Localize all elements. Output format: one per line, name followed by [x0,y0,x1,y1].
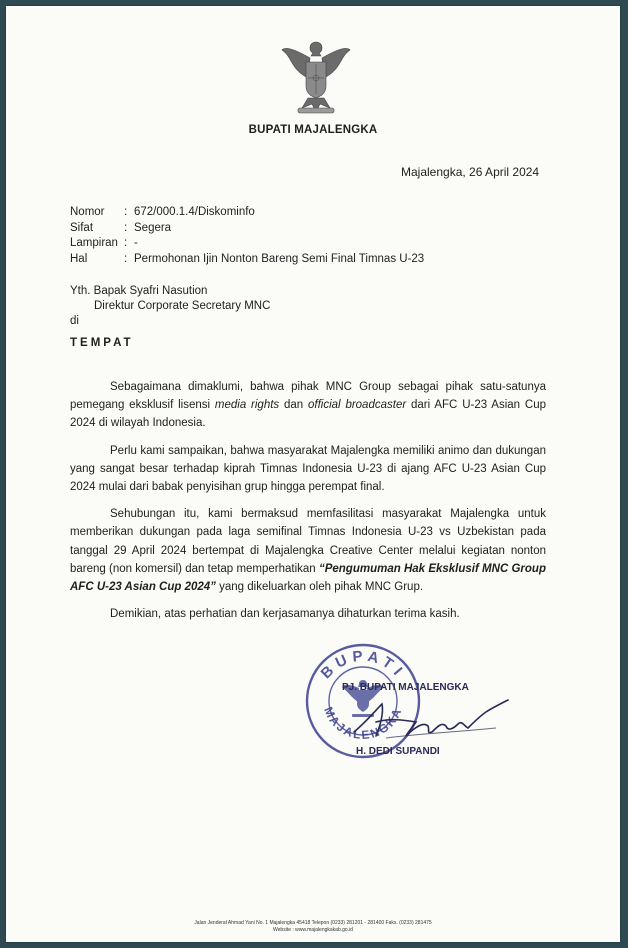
meta-key: Sifat [70,221,94,234]
paragraph: Demikian, atas perhatian dan kerjasamanya dihaturkan terima kasih. [110,608,460,621]
letter-body [70,378,546,632]
place-date: Majalengka, 26 April 2024 [401,165,540,179]
recipient-place: TEMPAT [70,337,134,349]
meta-value: Segera [134,221,172,234]
svg-text:BUPATI [318,648,409,683]
stamp-top-text: BUPATI [317,647,409,683]
signatory-name: H. DEDI SUPANDI [356,746,440,757]
paragraph-text: Sebagaimana dimaklumi, bahwa pihak MNC Group sebagai pihak satu-satunya pemegang eksklusif lisensi [70,381,546,412]
meta-value: 672/000.1.4/Diskominfo [134,206,255,218]
signatory-title: PJ. BUPATI MAJALENGKA [342,682,469,693]
meta-row-lampiran [70,236,424,252]
letter-heading: BUPATI MAJALENGKA [248,124,378,136]
garuda-emblem-icon [278,36,354,116]
paragraph-text: dari AFC U-23 Asian Cup 2024 di wilayah Indonesia. [70,399,547,430]
paragraph-italic: official broadcaster [308,399,407,412]
paragraph-text: Sehubungan itu, kami bermaksud memfasilitasi masyarakat Majalengka untuk memberikan dukungan pada laga semifinal Timnas Indonesia U-23 vs Uzbekistan pada tanggal 29 April 2024 bertempat di Majalengka Creative Center melalui kegiatan nonton bareng (non komersil) dan tetap memperhatikan [70,508,546,575]
meta-value: Permohonan Ijin Nonton Bareng Semi Final Timnas U-23 [134,252,425,265]
meta-colon: : [124,221,128,234]
meta-row-sifat [70,221,424,237]
meta-value: - [134,237,138,249]
stamp-bottom-text: MAJALENGKA [321,704,405,743]
meta-row-hal [70,252,424,268]
recipient-line: Direktur Corporate Secretary MNC [94,300,271,312]
footer-address: Jalan Jenderal Ahmad Yani No. 1 Majalengka 45418 Telepon (0233) 281201 - 281400 Faks. (0233) 281475 [194,920,432,926]
recipient-line: Yth. Bapak Syafri Nasution [70,285,208,297]
letter-page [6,6,620,942]
letter-footer [6,920,620,934]
paragraph-bold-italic: “Pengumuman Hak Eksklusif MNC Group AFC U-23 Asian Cup 2024” [70,562,546,594]
meta-key: Nomor [70,206,105,218]
letter-meta [70,205,424,267]
paragraph [70,378,546,433]
paragraph: Perlu kami sampaikan, bahwa masyarakat Majalengka memiliki animo dan dukungan yang sangat besar terhadap kiprah Timnas Indonesia U-23 di ajang AFC U-23 Asian Cup 2024 mulai dari babak penyisihan grup hingga perempat final. [70,444,546,494]
footer-website: Website : www.majalengkakab.go.id [273,927,353,933]
meta-key: Lampiran [70,237,118,249]
meta-key: Hal [70,252,88,265]
paragraph [70,505,546,596]
handwritten-signature [346,692,516,748]
meta-colon: : [124,252,128,265]
recipient-line: di [70,315,79,327]
meta-colon: : [124,237,128,249]
meta-colon: : [124,206,128,218]
paragraph-text: yang dikeluarkan oleh pihak MNC Grup. [215,581,424,594]
paragraph-text: dan [279,399,309,412]
recipient-block [70,284,270,329]
paragraph-italic: media rights [214,399,280,412]
meta-row-nomor [70,205,424,221]
